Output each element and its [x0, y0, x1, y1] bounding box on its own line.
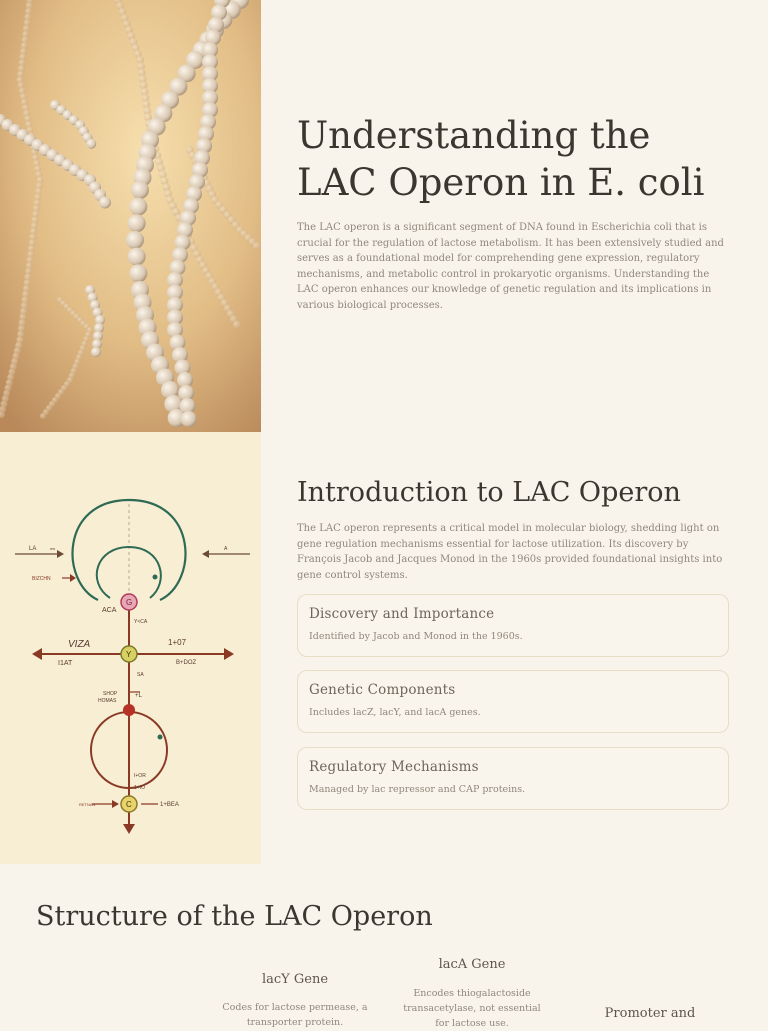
diagram-label-c: C: [126, 800, 132, 809]
diagram-label-iio: 1+IO: [134, 785, 145, 791]
dna-strands-image: [0, 0, 261, 432]
card-genetic-components: [297, 670, 729, 733]
page-title: Understanding the LAC Operon in E. coli: [297, 114, 705, 204]
intro-paragraph: The LAC operon is a significant segment of DNA found in Escherichia coli that is crucial for the regulation of lactose metabolism. It has been extensively studied and serves as a foundational model for comprehending gene expression, regulatory mechanisms, and metabolic control in prokaryotic organisms. Understanding the LAC operon enhances our knowledge of genetic regulation and its implications in various biological processes.: [297, 222, 724, 311]
card-title: Discovery and Importance: [309, 606, 495, 622]
gene-description: Encodes thiogalactoside transacetylase, not essential for lactose use.: [403, 988, 541, 1029]
gene-lacy: [215, 972, 375, 1030]
gene-title: lacY Gene: [261, 972, 329, 987]
diagram-label-ior: I+OR: [134, 773, 146, 779]
diagram-label-shop: SHOP: [103, 691, 118, 697]
card-description: Includes lacZ, lacY, and lacA genes.: [309, 707, 481, 718]
card-regulatory-mechanisms: [297, 747, 729, 810]
card-discovery: [297, 594, 729, 657]
section-heading-introduction: Introduction to LAC Operon: [297, 477, 681, 508]
diagram-label-nw: nw: [50, 546, 56, 551]
diagram-label-l: +L: [135, 693, 142, 699]
card-title: Genetic Components: [309, 682, 456, 698]
diagram-label-a: A: [224, 546, 228, 552]
gene-title: lacA Gene: [438, 957, 506, 972]
card-description: Managed by lac repressor and CAP proteins.: [309, 784, 526, 795]
gene-description: Codes for lactose permease, a transporter protein.: [222, 1002, 368, 1028]
diagram-label-la: LA: [29, 546, 37, 552]
diagram-label-g: G: [126, 598, 133, 607]
gene-title: Promoter and: [604, 1006, 696, 1021]
diagram-label-sa: SA: [137, 672, 144, 678]
diagram-label-i107: 1+07: [168, 638, 187, 647]
card-title: Regulatory Mechanisms: [309, 759, 479, 775]
diagram-label-y: Y: [126, 650, 132, 659]
gene-laca: [400, 957, 544, 1031]
gene-promoter: [585, 1006, 715, 1021]
diagram-label-itat: I1AT: [58, 660, 73, 667]
diagram-label-bea: 1+BEA: [160, 802, 179, 808]
section-heading-structure: Structure of the LAC Operon: [36, 901, 433, 932]
lac-operon-diagram: [0, 432, 261, 864]
introduction-paragraph: The LAC operon represents a critical model in molecular biology, shedding light on gene regulation mechanisms essential for lactose utilization. Its discovery by François Jacob and Jacques Monod in the 1960s provided foundational insights into gene control systems.: [297, 523, 723, 581]
diagram-label-ykca: Y<CA: [134, 619, 148, 625]
diagram-label-booz: B+DOZ: [176, 660, 197, 666]
diagram-label-biz: BIZCHN: [32, 576, 51, 582]
diagram-label-retinn: RETNAN: [79, 802, 96, 807]
diagram-label-viza: VIZA: [68, 639, 91, 650]
diagram-label-homas: HOMAS: [98, 698, 117, 704]
diagram-label-aca: ACA: [102, 607, 117, 614]
card-description: Identified by Jacob and Monod in the 1960s.: [309, 631, 523, 642]
